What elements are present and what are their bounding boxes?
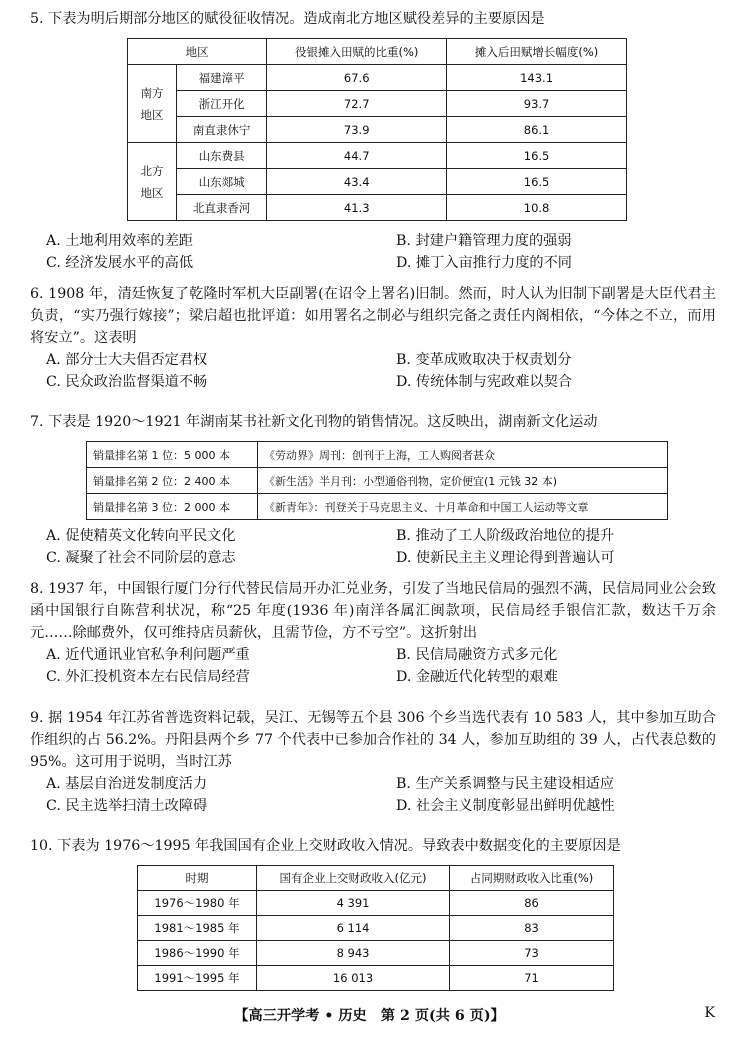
- table-cell: 销量排名第 1 位：5 000 本: [87, 442, 258, 468]
- table-cell: 86: [450, 891, 614, 916]
- option-row: [30, 525, 716, 547]
- table-cell: 71: [450, 966, 614, 991]
- question-6: [30, 283, 716, 393]
- question-8: [30, 578, 716, 688]
- table-header: 摊入后田赋增长幅度(%): [447, 39, 627, 65]
- option-b[interactable]: B. 封建户籍管理力度的强弱: [396, 233, 572, 249]
- table-header-row: [138, 866, 614, 891]
- table-header: 役银摊入田赋的比重(%): [267, 39, 447, 65]
- table-cell: 10.8: [447, 195, 627, 221]
- option-b[interactable]: B. 生产关系调整与民主建设相适应: [396, 776, 615, 792]
- region-label-north: 北方 地区: [128, 143, 177, 221]
- page-footer: [0, 1005, 739, 1025]
- table-cell: 6 114: [257, 916, 450, 941]
- option-d[interactable]: D. 社会主义制度彰显出鲜明优越性: [396, 798, 615, 814]
- table-cell: 1991～1995 年: [138, 966, 257, 991]
- table-row: [87, 468, 668, 494]
- question-7-options: [30, 525, 716, 569]
- question-7: [30, 411, 716, 433]
- table-cell: 1976～1980 年: [138, 891, 257, 916]
- region-label-south: 南方 地区: [128, 65, 177, 143]
- option-d[interactable]: D. 传统体制与宪政难以契合: [396, 374, 572, 390]
- table-cell: 16.5: [447, 169, 627, 195]
- table-cell: 浙江开化: [177, 91, 267, 117]
- option-c[interactable]: C. 凝聚了社会不同阶层的意志: [46, 550, 236, 566]
- table-row: [138, 891, 614, 916]
- table-cell: 73: [450, 941, 614, 966]
- question-10: [30, 835, 716, 857]
- option-b[interactable]: B. 变革成败取决于权责划分: [396, 352, 572, 368]
- option-row: [30, 773, 716, 795]
- table-header: 国有企业上交财政收入(亿元): [257, 866, 450, 891]
- table-cell: 8 943: [257, 941, 450, 966]
- table-row: [128, 91, 627, 117]
- option-b[interactable]: B. 民信局融资方式多元化: [396, 647, 558, 663]
- option-c[interactable]: C. 经济发展水平的高低: [46, 255, 194, 271]
- paper-code: K: [704, 1005, 715, 1021]
- footer-text: 【高三开学考 • 历史 第 2 页(共 6 页)】: [234, 1008, 505, 1024]
- table-row: [128, 169, 627, 195]
- option-a[interactable]: A. 近代通讯业官私争利问题严重: [46, 647, 250, 663]
- question-5-options: [30, 230, 716, 274]
- table-cell: 山东费县: [177, 143, 267, 169]
- table-cell: 《劳动界》周刊：创刊于上海，工人购阅者甚众: [258, 442, 668, 468]
- table-row: [87, 494, 668, 520]
- table-cell: 福建漳平: [177, 65, 267, 91]
- table-row: [138, 966, 614, 991]
- option-c[interactable]: C. 民众政治监督渠道不畅: [46, 374, 208, 390]
- question-7-table: [86, 441, 668, 520]
- table-cell: 93.7: [447, 91, 627, 117]
- option-d[interactable]: D. 使新民主主义理论得到普遍认可: [396, 550, 615, 566]
- question-9-stem: 9. 据 1954 年江苏省普选资料记载，吴江、无锡等五个县 306 个乡当选代表有 10 583 人，其中参加互助合作组织的占 56.2%。丹阳县两个乡 77 个代表中已参加合作社的 34 人，参加互助组的 39 人，占代表总数的 95%。这可用于说明，当时江苏: [30, 710, 716, 770]
- option-row: [30, 371, 716, 393]
- table-cell: 72.7: [267, 91, 447, 117]
- table-row: [138, 916, 614, 941]
- question-8-stem: 8. 1937 年，中国银行厦门分行代替民信局开办汇兑业务，引发了当地民信局的强烈不满，民信局同业公会致函中国银行自陈营利状况，称“25 年度(1936 年)南洋各属汇闽款项，民信局经手银信汇款，数达千万余元……除邮费外，仅可维持店员薪伙，且需节俭，方不亏空”。这折射出: [30, 581, 716, 641]
- table-cell: 83: [450, 916, 614, 941]
- table-row: [128, 65, 627, 91]
- option-row: [30, 349, 716, 371]
- question-7-stem: 7. 下表是 1920～1921 年湖南某书社新文化刊物的销售情况。这反映出，湖南新文化运动: [30, 414, 598, 430]
- table-row: [138, 941, 614, 966]
- table-cell: 44.7: [267, 143, 447, 169]
- table-cell: 销量排名第 3 位：2 000 本: [87, 494, 258, 520]
- table-cell: 1986～1990 年: [138, 941, 257, 966]
- option-b[interactable]: B. 推动了工人阶级政治地位的提升: [396, 528, 615, 544]
- option-d[interactable]: D. 摊丁入亩推行力度的不同: [396, 255, 572, 271]
- question-10-table: [137, 865, 614, 991]
- option-row: [30, 547, 716, 569]
- table-cell: 南直隶休宁: [177, 117, 267, 143]
- option-a[interactable]: A. 促使精英文化转向平民文化: [46, 528, 236, 544]
- table-row: [128, 195, 627, 221]
- option-row: [30, 666, 716, 688]
- option-a[interactable]: A. 基层自治迸发制度活力: [46, 776, 208, 792]
- table-row: [128, 117, 627, 143]
- option-row: [30, 252, 716, 274]
- question-5-stem: 5. 下表为明后期部分地区的赋役征收情况。造成南北方地区赋役差异的主要原因是: [30, 11, 545, 27]
- table-cell: 43.4: [267, 169, 447, 195]
- option-d[interactable]: D. 金融近代化转型的艰难: [396, 669, 558, 685]
- option-a[interactable]: A. 土地利用效率的差距: [46, 233, 193, 249]
- option-row: [30, 795, 716, 817]
- table-cell: 73.9: [267, 117, 447, 143]
- table-row: [87, 442, 668, 468]
- table-header: 占同期财政收入比重(%): [450, 866, 614, 891]
- table-cell: 86.1: [447, 117, 627, 143]
- question-5: [30, 8, 716, 30]
- table-header-row: [128, 39, 627, 65]
- question-9: [30, 707, 716, 817]
- question-6-stem: 6. 1908 年，清廷恢复了乾隆时军机大臣副署(在诏令上署名)旧制。然而，时人认为旧制下副署是大臣代君主负责，“实乃强行嫁接”；梁启超也批评道：如用署名之制必与组织完备之责任内阁相依，“今体之不立，而用将安立”。这表明: [30, 286, 716, 346]
- table-cell: 67.6: [267, 65, 447, 91]
- table-row: [128, 143, 627, 169]
- option-c[interactable]: C. 外汇投机资本左右民信局经营: [46, 669, 250, 685]
- table-cell: 1981～1985 年: [138, 916, 257, 941]
- table-cell: 41.3: [267, 195, 447, 221]
- question-5-table: [127, 38, 627, 221]
- table-cell: 16.5: [447, 143, 627, 169]
- table-cell: 山东郯城: [177, 169, 267, 195]
- table-cell: 销量排名第 2 位：2 400 本: [87, 468, 258, 494]
- table-cell: 16 013: [257, 966, 450, 991]
- table-cell: 《新生活》半月刊：小型通俗刊物，定价便宜(1 元钱 32 本): [258, 468, 668, 494]
- table-header: 时期: [138, 866, 257, 891]
- option-c[interactable]: C. 民主选举扫清土改障碍: [46, 798, 208, 814]
- option-row: [30, 230, 716, 252]
- option-a[interactable]: A. 部分士大夫倡否定君权: [46, 352, 208, 368]
- table-cell: 143.1: [447, 65, 627, 91]
- question-10-stem: 10. 下表为 1976～1995 年我国国有企业上交财政收入情况。导致表中数据变化的主要原因是: [30, 838, 621, 854]
- table-cell: 《新青年》：刊登关于马克思主义、十月革命和中国工人运动等文章: [258, 494, 668, 520]
- option-row: [30, 644, 716, 666]
- table-cell: 北直隶香河: [177, 195, 267, 221]
- table-cell: 4 391: [257, 891, 450, 916]
- table-header: 地区: [128, 39, 267, 65]
